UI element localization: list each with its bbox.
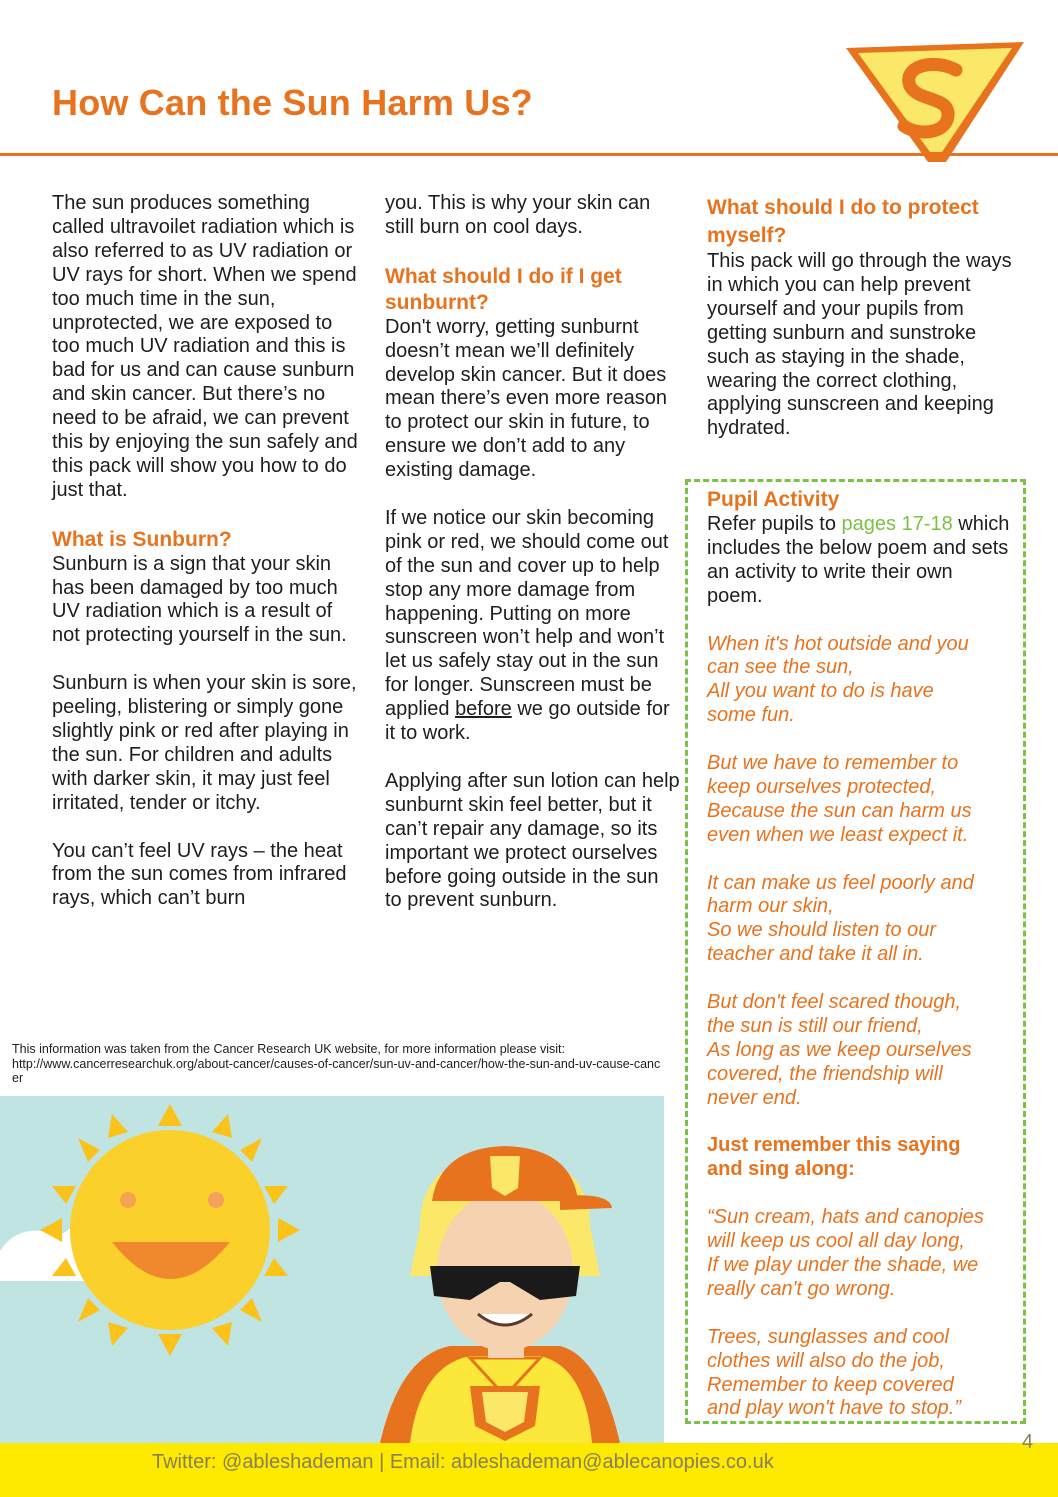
poem-line: It can make us feel poorly and xyxy=(707,871,974,894)
column-right xyxy=(707,194,1017,465)
pupil-activity xyxy=(707,487,1012,1445)
saying-line: “Sun cream, hats and canopies xyxy=(707,1206,984,1229)
saying-heading xyxy=(707,1134,1012,1182)
saying-line: clothes will also do the job, xyxy=(707,1349,945,1372)
saying-line: If we play under the shade, we xyxy=(707,1254,979,1276)
poem-line: keep ourselves protected, xyxy=(707,775,937,798)
sunburn-paragraph-2: Sunburn is when your skin is sore, peeling, blistering or simply gone slightly pink or red after playing in the sun. For children and adults with darker skin, it may just feel irritated, tender or itchy. xyxy=(52,672,357,814)
poem-line: teacher and take it all in. xyxy=(707,943,924,966)
poem-line: some fun. xyxy=(707,704,795,727)
saying-stanza xyxy=(707,1326,1012,1422)
source-url[interactable]: http://www.cancerresearchuk.org/about-cancer/causes-of-cancer/sun-uv-and-cancer/how-the-sun-and-uv-cause-cancer xyxy=(12,1056,661,1085)
saying-line: Remember to keep covered xyxy=(707,1373,954,1396)
poem-line: can see the sun, xyxy=(707,656,854,679)
saying-heading-line: Just remember this saying xyxy=(707,1134,961,1157)
sunburnt-heading: What should I do if I get sunburnt? xyxy=(385,264,622,314)
sun-and-superhero-illustration xyxy=(0,1096,664,1443)
poem-line: never end. xyxy=(707,1086,802,1109)
activity-intro xyxy=(707,513,1012,609)
before-underlined: before xyxy=(455,698,512,721)
poem-line: When it's hot outside and you xyxy=(707,632,969,655)
poem-line: the sun is still our friend, xyxy=(707,1014,923,1037)
poem-line: covered, the friendship will xyxy=(707,1062,943,1085)
saying-line: will keep us cool all day long, xyxy=(707,1230,965,1253)
footer-contact: Twitter: @ableshademan | Email: ableshademan@ablecanopies.co.uk xyxy=(152,1451,774,1473)
superhero-s-logo xyxy=(838,38,1030,166)
header-divider xyxy=(0,153,1058,156)
sun xyxy=(70,1130,270,1330)
activity-heading: Pupil Activity xyxy=(707,488,840,511)
page-number: 4 xyxy=(1022,1431,1034,1453)
poem-line: Because the sun can harm us xyxy=(707,799,972,822)
source-note xyxy=(12,1042,662,1086)
poem-stanza xyxy=(707,991,1012,1111)
source-line: This information was taken from the Cancer Research UK website, for more information please visit: xyxy=(12,1042,566,1056)
p2-before: If we notice our skin becoming pink or red, we should come out of the sun and cover up to help stop any more damage from happening. Putting on more sunscreen won’t help and won’t let us safely stay out in the sun for longer. Sunscreen must be applied xyxy=(385,506,669,721)
continued-paragraph: you. This is why your skin can still burn on cool days. xyxy=(385,192,651,238)
intro-after: which includes the below poem and sets an activity to write their own poem. xyxy=(707,513,1010,607)
column-left xyxy=(52,192,362,935)
sunburn-heading: What is Sunburn? xyxy=(52,527,232,551)
sunburn-paragraph-1: Sunburn is a sign that your skin has been damaged by too much UV radiation which is a result of not protecting yourself in the sun. xyxy=(52,552,347,647)
sunburnt-paragraph-3: Applying after sun lotion can help sunburnt skin feel better, but it can’t repair any damage, so its important we protect ourselves before going outside in the sun to prevent sunburn. xyxy=(385,769,680,912)
saying-line: and play won't have to stop.” xyxy=(707,1397,961,1420)
page-title: How Can the Sun Harm Us? xyxy=(52,82,533,123)
poem-line: But don't feel scared though, xyxy=(707,991,961,1014)
intro-before: Refer pupils to xyxy=(707,513,842,535)
poem-line: harm our skin, xyxy=(707,895,834,918)
poem-stanza xyxy=(707,872,1012,968)
column-middle xyxy=(385,192,680,937)
intro-paragraph: The sun produces something called ultravoilet radiation which is also referred to as UV radiation or UV rays for short. When we spend too much time in the sun, unprotected, we are exposed to too much UV radiation and this is bad for us and can cause sunburn and skin cancer. But there’s no need to be afraid, we can prevent this by enjoying the sun safely and this pack will show you how to do just that. xyxy=(52,192,358,501)
sunburnt-paragraph-2 xyxy=(385,507,680,746)
p2-after: we go outside for it to work. xyxy=(385,698,670,745)
uv-paragraph: You can’t feel UV rays – the heat from the sun comes from infrared rays, which can’t burn xyxy=(52,839,347,910)
poem-line: As long as we keep ourselves xyxy=(707,1038,972,1061)
poem-line: All you want to do is have xyxy=(707,680,934,703)
poem-line: But we have to remember to xyxy=(707,752,959,775)
protect-paragraph: This pack will go through the ways in which you can help prevent yourself and your pupils from getting sunburn and sunstroke such as staying in the shade, wearing the correct clothing, applying sunscreen and keeping hydrated. xyxy=(707,250,1012,440)
pages-link[interactable]: pages 17-18 xyxy=(841,513,953,535)
poem-line: So we should listen to our xyxy=(707,919,937,942)
protect-heading: What should I do to protect myself? xyxy=(707,196,979,247)
saying-heading-line: and sing along: xyxy=(707,1158,855,1181)
saying-line: really can't go wrong. xyxy=(707,1277,896,1300)
poem-stanza xyxy=(707,752,1012,848)
poem-line: even when we least expect it. xyxy=(707,823,969,846)
saying-stanza xyxy=(707,1206,1012,1302)
saying-line: Trees, sunglasses and cool xyxy=(707,1325,949,1348)
poem-stanza xyxy=(707,633,1012,729)
sunburnt-paragraph-1: Don't worry, getting sunburnt doesn’t mean we’ll definitely develop skin cancer. But it does mean there’s even more reason to protect our skin in future, to ensure we don’t add to any existing damage. xyxy=(385,315,668,482)
